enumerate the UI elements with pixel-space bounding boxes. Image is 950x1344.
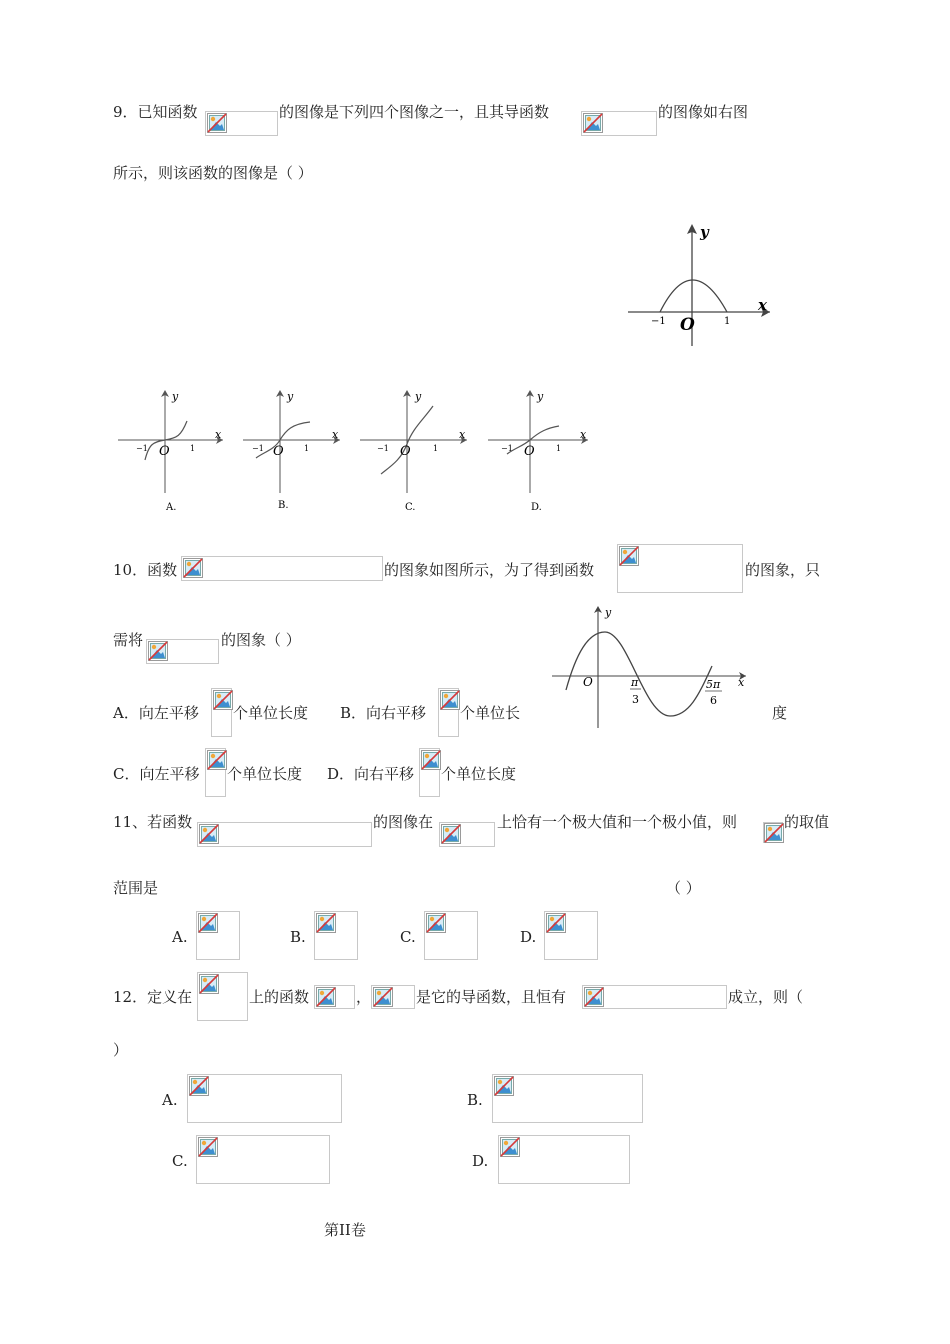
- q12-option-d: D.: [472, 1152, 489, 1170]
- broken-image-icon: [546, 913, 566, 933]
- formula-image: [424, 911, 478, 960]
- option-label: B.: [278, 500, 289, 511]
- formula-image: [617, 544, 743, 593]
- y-label: y: [605, 606, 612, 619]
- broken-image-icon: [213, 690, 233, 710]
- formula-image: [439, 822, 495, 847]
- q9-text-1: 9．已知函数: [113, 103, 198, 121]
- q12-text-4: 是它的导函数，且恒有: [416, 988, 567, 1006]
- broken-image-icon: [198, 1137, 218, 1157]
- broken-image-icon: [199, 974, 219, 994]
- q12-option-c: C.: [172, 1152, 188, 1170]
- broken-image-icon: [441, 824, 461, 844]
- sine-curve: [566, 632, 712, 716]
- q11-option-d: D.: [520, 928, 537, 946]
- tick-neg1: −1: [377, 444, 389, 453]
- tick-neg1: −1: [651, 316, 666, 327]
- broken-image-icon: [426, 913, 446, 933]
- tick-neg1: −1: [252, 444, 264, 453]
- broken-image-icon: [500, 1137, 520, 1157]
- q12-text-5: 成立，则（: [728, 988, 804, 1006]
- formula-image: [196, 1135, 330, 1184]
- formula-image: [197, 972, 248, 1021]
- q9-text-4: 所示，则该函数的图像是（ ）: [113, 164, 313, 182]
- volume-heading: 第II卷: [324, 1221, 366, 1239]
- broken-image-icon: [440, 690, 460, 710]
- broken-image-icon: [583, 113, 603, 133]
- formula-image: [314, 985, 355, 1009]
- option-label: A.: [166, 502, 177, 513]
- q11-paren: （ ）: [666, 879, 701, 897]
- formula-image: [314, 911, 358, 960]
- q10-option-d-1: D．向右平移: [327, 765, 415, 783]
- formula-image: [371, 985, 415, 1009]
- q10-option-b-1: B．向右平移: [340, 704, 427, 722]
- q10-option-b-3: 度: [772, 704, 788, 722]
- sine-graph: [548, 604, 753, 730]
- q12-text-1: 12．定义在: [113, 988, 193, 1006]
- origin-label: O: [159, 444, 170, 459]
- q12-option-b: B.: [467, 1091, 483, 1109]
- tick-pos1: 1: [724, 316, 731, 327]
- option-label: C.: [405, 502, 416, 513]
- broken-image-icon: [316, 987, 336, 1007]
- x-label: x: [459, 428, 466, 441]
- origin-label: O: [583, 675, 593, 689]
- q9-text-3: 的图像如右图: [658, 103, 749, 121]
- q10-option-a-1: A．向左平移: [113, 704, 199, 722]
- q10-option-d-2: 个单位长度: [441, 765, 517, 783]
- broken-image-icon: [199, 824, 219, 844]
- formula-image: [582, 985, 727, 1009]
- q10-text-1: 10．函数: [113, 561, 178, 579]
- q11-option-a: A.: [172, 928, 188, 946]
- q11-option-b: B.: [290, 928, 306, 946]
- option-graph-a: [115, 388, 227, 518]
- formula-image: [205, 748, 226, 797]
- q12-option-a: A.: [162, 1091, 178, 1109]
- q10-text-2: 的图象如图所示，为了得到函数: [384, 561, 595, 579]
- broken-image-icon: [584, 987, 604, 1007]
- option-graph-d: [485, 388, 597, 518]
- formula-image: [181, 556, 383, 581]
- derivative-curve: [660, 280, 727, 312]
- tick-pi-over-3-den: 3: [632, 693, 639, 706]
- formula-image: [492, 1074, 643, 1123]
- formula-image: [187, 1074, 342, 1123]
- x-label: x: [332, 428, 339, 441]
- broken-image-icon: [207, 113, 227, 133]
- formula-image: [146, 639, 219, 664]
- option-graph-c: [357, 388, 472, 518]
- formula-image: [498, 1135, 630, 1184]
- tick-neg1: −1: [501, 444, 513, 453]
- q11-option-c: C.: [400, 928, 416, 946]
- formula-image: [581, 111, 657, 136]
- broken-image-icon: [207, 750, 227, 770]
- q10-text-3: 的图象，只: [745, 561, 821, 579]
- formula-image: [197, 822, 372, 847]
- x-label: x: [215, 428, 222, 441]
- formula-image: [438, 688, 459, 737]
- formula-image: [544, 911, 598, 960]
- q11-text-2: 的图像在: [373, 813, 434, 831]
- formula-image: [196, 911, 240, 960]
- q11-text-1: 11、若函数: [113, 813, 193, 831]
- q10-text-4: 需将: [113, 631, 144, 649]
- y-label: y: [415, 390, 422, 403]
- q11-text-5: 范围是: [113, 879, 159, 897]
- q10-option-a-2: 个单位长度: [233, 704, 309, 722]
- x-label: x: [758, 296, 767, 314]
- y-label: y: [287, 390, 294, 403]
- q12-text-3: ，: [356, 988, 372, 1006]
- q10-option-c-2: 个单位长度: [227, 765, 303, 783]
- formula-image: [419, 748, 440, 797]
- q12-text-2: 上的函数: [249, 988, 310, 1006]
- tick-5pi-over-6-num: 5π: [706, 678, 721, 691]
- broken-image-icon: [373, 987, 393, 1007]
- broken-image-icon: [189, 1076, 209, 1096]
- tick-pos1: 1: [433, 444, 439, 453]
- tick-5pi-over-6-den: 6: [710, 694, 717, 707]
- q10-option-c-1: C．向左平移: [113, 765, 200, 783]
- broken-image-icon: [198, 913, 218, 933]
- tick-neg1: −1: [136, 444, 148, 453]
- formula-image: [205, 111, 278, 136]
- x-label: x: [580, 428, 587, 441]
- y-label: y: [700, 223, 709, 241]
- formula-image: [763, 822, 783, 843]
- broken-image-icon: [494, 1076, 514, 1096]
- q11-text-4: 的取值: [784, 813, 830, 831]
- tick-pos1: 1: [556, 444, 562, 453]
- option-graph-b: [240, 388, 352, 518]
- x-label: x: [738, 676, 745, 689]
- q10-option-b-2: 个单位长: [460, 704, 521, 722]
- broken-image-icon: [148, 641, 168, 661]
- origin-label: O: [273, 444, 284, 459]
- y-label: y: [172, 390, 179, 403]
- q9-text-2: 的图像是下列四个图像之一，且其导函数: [279, 103, 550, 121]
- broken-image-icon: [421, 750, 441, 770]
- broken-image-icon: [619, 546, 639, 566]
- tick-pos1: 1: [304, 444, 310, 453]
- tick-pos1: 1: [190, 444, 196, 453]
- origin-label: O: [524, 444, 535, 459]
- option-label: D.: [531, 502, 542, 513]
- origin-label: O: [400, 444, 411, 459]
- formula-image: [211, 688, 232, 737]
- origin-label: O: [680, 315, 695, 335]
- q12-text-6: ）: [113, 1041, 129, 1059]
- q11-text-3: 上恰有一个极大值和一个极小值，则: [497, 813, 738, 831]
- derivative-graph: [620, 218, 780, 353]
- y-label: y: [537, 390, 544, 403]
- broken-image-icon: [316, 913, 336, 933]
- broken-image-icon: [183, 558, 203, 578]
- broken-image-icon: [764, 823, 784, 843]
- tick-pi-over-3-num: π: [631, 676, 639, 689]
- q10-text-5: 的图象（ ）: [221, 631, 301, 649]
